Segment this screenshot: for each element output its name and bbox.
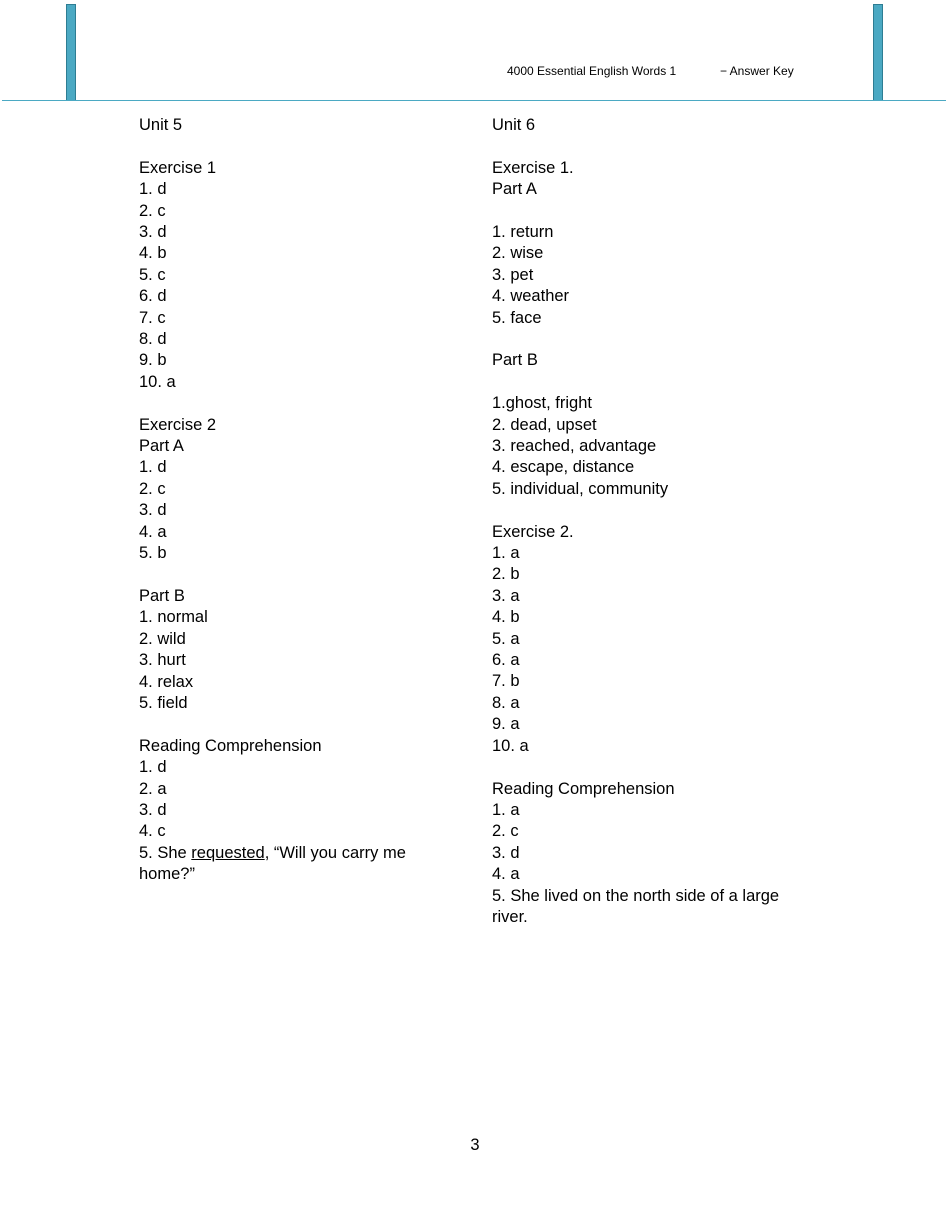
- u6-exercise-2-list: [492, 543, 812, 757]
- answer-item: 3. d: [139, 501, 167, 520]
- u5-exercise-2-title: Exercise 2: [139, 415, 217, 434]
- u5-ex2-part-b-list: [139, 607, 459, 714]
- answer-item: 9. b: [139, 351, 167, 370]
- unit-6-title: Unit 6: [492, 116, 536, 134]
- answer-item: 2. a: [139, 779, 167, 798]
- answer-item: 5. field: [139, 693, 188, 712]
- page-number: 3: [470, 1136, 480, 1154]
- header-rule: [2, 100, 946, 101]
- answer-item: 1. a: [492, 544, 520, 563]
- answer-item: 4. b: [139, 244, 167, 263]
- answer-item: 10. a: [139, 372, 176, 391]
- u5-ex2-part-b-title: Part B: [139, 586, 185, 605]
- u6-exercise-1-title: Exercise 1.: [492, 158, 574, 177]
- u6-exercise-2-title: Exercise 2.: [492, 522, 574, 541]
- answer-item: 4. weather: [492, 287, 570, 306]
- answer-item: 4. relax: [139, 672, 194, 691]
- answer-item: 2. c: [139, 201, 166, 220]
- answer-item: 3. hurt: [139, 651, 186, 670]
- answer-item: 5. She lived on the north side of a large river.: [492, 886, 780, 926]
- header-left-bar: [66, 4, 76, 101]
- answer-5-underlined-word: requested: [191, 843, 265, 862]
- header-title: 4000 Essential English Words 1: [507, 64, 677, 78]
- u5-reading-comprehension-list: [139, 757, 459, 885]
- answer-item: 4. c: [139, 822, 166, 841]
- answer-5-quote: , “Will you carry me home?”: [139, 843, 406, 884]
- unit-5-title: Unit 5: [139, 116, 183, 134]
- answer-5-prefix: 5. She: [139, 843, 192, 862]
- answer-item: 3. d: [492, 843, 520, 862]
- answer-item: 3. pet: [492, 265, 534, 284]
- answer-item: 6. d: [139, 287, 167, 306]
- u6-ex1-part-b-title: Part B: [492, 351, 538, 370]
- answer-item: 7. b: [492, 672, 520, 691]
- answer-item: 10. a: [492, 736, 529, 755]
- u5-exercise-1-title: Exercise 1: [139, 158, 217, 177]
- answer-item: 3. d: [139, 223, 167, 242]
- answer-item: 2. b: [492, 565, 520, 584]
- answer-item: 5. b: [139, 544, 167, 563]
- answer-item: 1. d: [139, 458, 167, 477]
- header-subtitle: − Answer Key: [720, 64, 794, 78]
- answer-item: 5. a: [492, 629, 520, 648]
- answer-item: 1. d: [139, 758, 167, 777]
- answer-item: 8. d: [139, 330, 167, 349]
- answer-item: 4. b: [492, 608, 520, 627]
- answer-item: 8. a: [492, 693, 520, 712]
- u5-ex2-part-a-title: Part A: [139, 437, 184, 456]
- answer-item: 4. escape, distance: [492, 458, 635, 477]
- answer-item: 2. wise: [492, 244, 544, 263]
- answer-item: 1.ghost, fright: [492, 394, 592, 413]
- u5-reading-comprehension-title: Reading Comprehension: [139, 736, 322, 755]
- answer-item: 1. d: [139, 180, 167, 199]
- u5-exercise-1-list: [139, 179, 459, 393]
- u6-ex1-part-a-list: [492, 222, 812, 329]
- answer-item: 3. reached, advantage: [492, 437, 657, 456]
- unit-6-column: [492, 115, 812, 928]
- answer-item: 4. a: [139, 522, 167, 541]
- answer-item: 1. return: [492, 223, 554, 241]
- u6-ex1-part-a-title: Part A: [492, 180, 537, 199]
- u6-reading-comprehension-list: [492, 800, 812, 928]
- answer-item: 2. wild: [139, 629, 186, 648]
- u6-reading-comprehension-title: Reading Comprehension: [492, 779, 675, 798]
- answer-item: 5. face: [492, 308, 542, 327]
- header-right-bar: [873, 4, 883, 101]
- answer-item: 2. c: [492, 822, 519, 841]
- answer-item-5: [139, 843, 459, 886]
- u5-ex2-part-a-list: [139, 457, 459, 564]
- answer-item: 1. a: [492, 800, 520, 819]
- unit-5-column: [139, 115, 459, 886]
- answer-item: 7. c: [139, 308, 166, 327]
- answer-item: 5. individual, community: [492, 479, 669, 498]
- u6-ex1-part-b-list: [492, 393, 812, 500]
- answer-item: 2. c: [139, 479, 166, 498]
- answer-item: 2. dead, upset: [492, 415, 597, 434]
- answer-item: 3. a: [492, 586, 520, 605]
- answer-item: 4. a: [492, 865, 520, 884]
- answer-item: 3. d: [139, 800, 167, 819]
- answer-item: 9. a: [492, 715, 520, 734]
- answer-item: 5. c: [139, 265, 166, 284]
- answer-item: 6. a: [492, 651, 520, 670]
- answer-item: 1. normal: [139, 608, 208, 627]
